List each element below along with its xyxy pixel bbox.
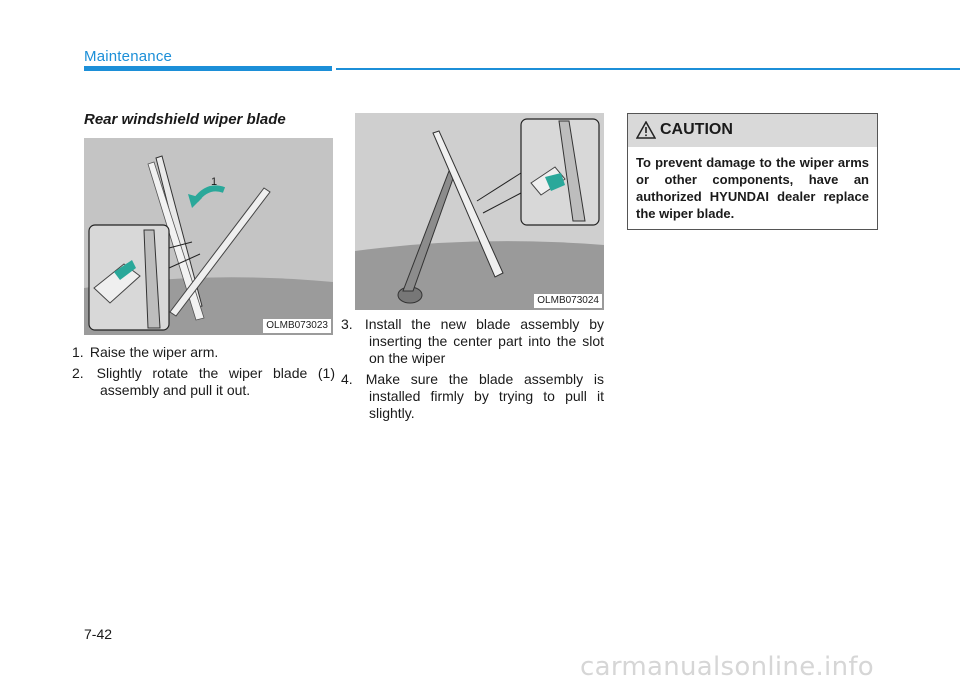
figure-caption: OLMB073024: [534, 294, 602, 308]
step-3: 3. Install the new blade assembly by inserting the center part into the slot on the wiper: [341, 316, 605, 366]
step-1: 1. Raise the wiper arm.: [72, 344, 219, 360]
steps-left: [72, 344, 335, 399]
subheading: Rear windshield wiper blade: [84, 111, 286, 128]
figure-install-blade: [355, 113, 604, 310]
caution-box: [627, 113, 878, 230]
warning-triangle-icon: [636, 121, 656, 139]
section-title: Maintenance: [84, 48, 173, 65]
figure-caption: OLMB073023: [263, 319, 331, 333]
callout-label: 1: [211, 176, 218, 188]
watermark: carmanualsonline.info: [580, 652, 875, 682]
step-4: 4. Make sure the blade assembly is installed firmly by trying to pull it slightly.: [341, 371, 605, 421]
caution-text: To prevent damage to the wiper arms or other components, have an authorized HYUNDAI dealer replace the wiper blade.: [636, 155, 869, 221]
header-rule-thick: [84, 66, 332, 71]
figure-remove-blade: [84, 138, 333, 335]
wiper-install-illustration: [355, 113, 604, 310]
steps-middle: [341, 316, 605, 422]
wiper-removal-illustration: [84, 138, 333, 335]
caution-title: CAUTION: [660, 121, 733, 138]
page-number: 7-42: [84, 626, 113, 642]
header-rule-thin: [336, 68, 960, 70]
step-2: 2. Slightly rotate the wiper blade (1) assembly and pull it out.: [72, 365, 335, 398]
caution-header: [628, 114, 877, 147]
